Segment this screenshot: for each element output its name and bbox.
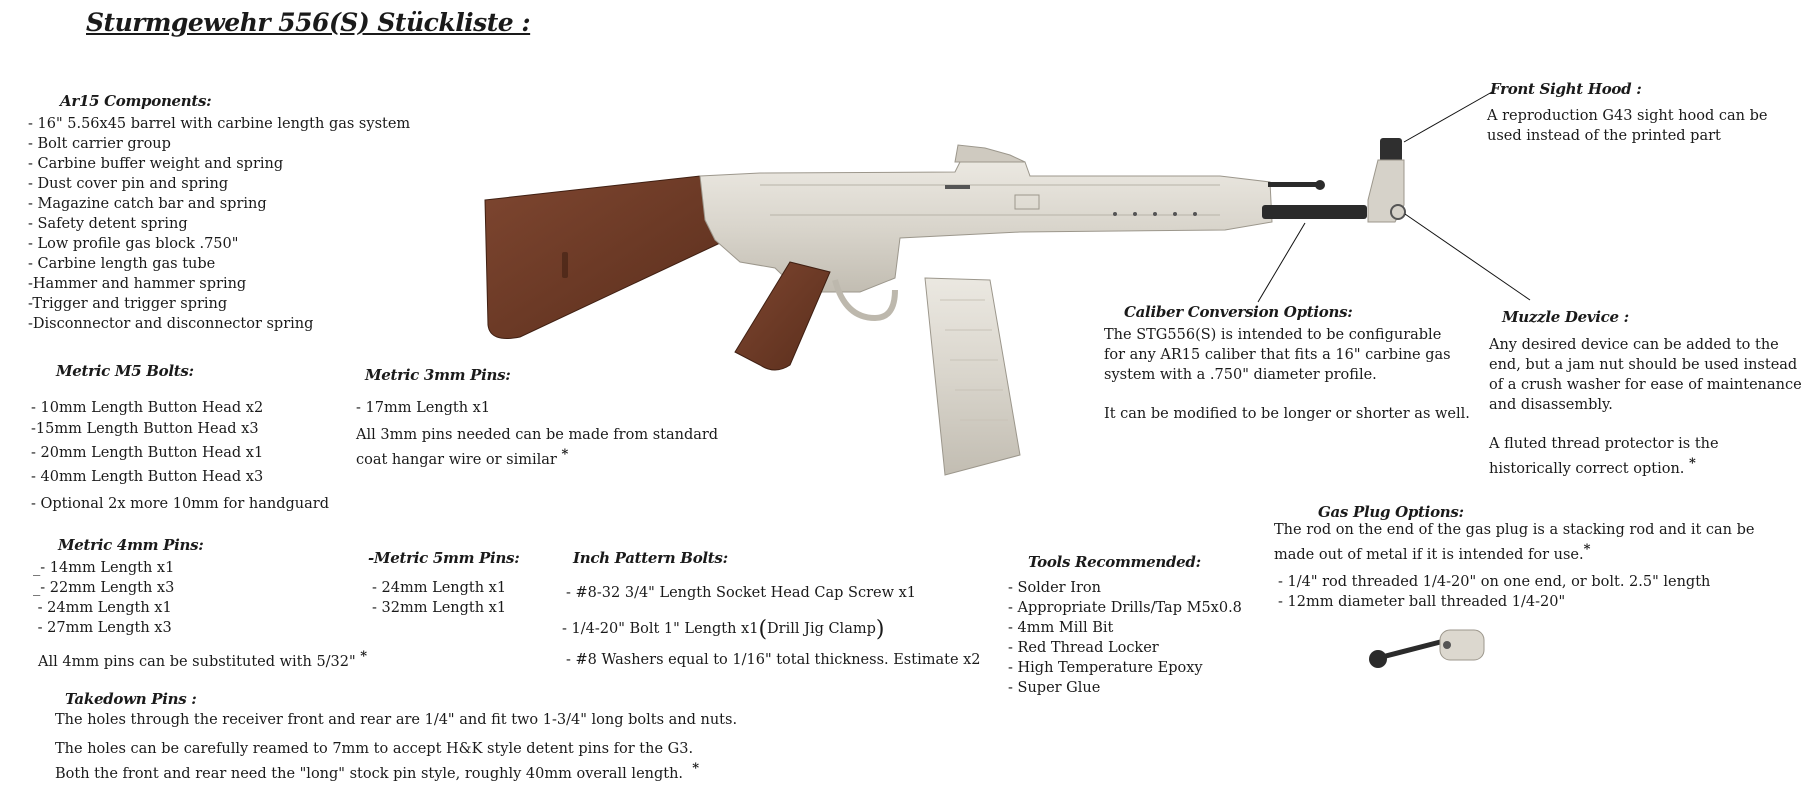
gas-tube-rod — [1268, 182, 1318, 187]
list-item: - 4mm Mill Bit — [1008, 620, 1114, 636]
m3-note-line: All 3mm pins needed can be made from standard — [356, 427, 719, 443]
caliber-line: It can be modified to be longer or shorter as well. — [1104, 406, 1470, 422]
list-item: _- 14mm Length x1 — [33, 560, 175, 576]
gas-plug-line: The rod on the end of the gas plug is a stacking rod and it can be — [1274, 522, 1755, 538]
tools-heading: Tools Recommended: — [1028, 553, 1201, 571]
m4-pins-heading: Metric 4mm Pins: — [58, 536, 204, 554]
caliber-line: for any AR15 caliber that fits a 16" carbine gas — [1104, 347, 1451, 363]
front-sight-line: A reproduction G43 sight hood can be — [1487, 108, 1768, 124]
list-item: - 24mm Length x1 — [33, 600, 172, 616]
front-sight-hood — [1380, 138, 1402, 162]
list-item: - Magazine catch bar and spring — [28, 196, 267, 212]
barrel — [1262, 205, 1367, 219]
muzzle-line: of a crush washer for ease of maintenance — [1489, 377, 1802, 393]
takedown-line: The holes through the receiver front and rear are 1/4" and fit two 1-3/4" long bolts and nuts. — [55, 712, 738, 728]
list-item: - Safety detent spring — [28, 216, 188, 232]
front-sight-heading: Front Sight Hood : — [1490, 80, 1642, 98]
list-item: - 10mm Length Button Head x2 — [31, 400, 264, 416]
clamp-note: Drill Jig Clamp — [767, 621, 876, 637]
list-item: - Optional 2x more 10mm for handguard — [31, 496, 329, 512]
list-item: - Carbine length gas tube — [28, 256, 216, 272]
list-item: -15mm Length Button Head x3 — [31, 421, 259, 437]
list-item: - Dust cover pin and spring — [28, 176, 229, 192]
m5-bolts-heading: Metric M5 Bolts: — [56, 362, 194, 380]
list-item: - #8 Washers equal to 1/16" total thickness. Estimate x2 — [566, 652, 981, 668]
muzzle-heading: Muzzle Device : — [1502, 308, 1629, 326]
list-item: -Trigger and trigger spring — [28, 296, 228, 312]
m4-note: All 4mm pins can be substituted with 5/32" * — [38, 649, 368, 670]
asterisk: * — [1689, 456, 1696, 471]
muzzle-line: Any desired device can be added to the — [1489, 337, 1779, 353]
caliber-line: The STG556(S) is intended to be configurable — [1104, 327, 1442, 343]
caliber-line: system with a .750" diameter profile. — [1104, 367, 1377, 383]
leader-line — [1405, 214, 1530, 300]
asterisk: * — [1583, 542, 1591, 557]
list-item: - 16" 5.56x45 barrel with carbine length gas system — [28, 116, 411, 132]
muzzle-line: A fluted thread protector is the — [1489, 436, 1719, 452]
list-item: -Disconnector and disconnector spring — [28, 316, 314, 332]
list-item: -Hammer and hammer spring — [28, 276, 247, 292]
list-item: - 24mm Length x1 — [372, 580, 507, 596]
list-item: - 20mm Length Button Head x1 — [31, 445, 264, 461]
takedown-heading: Takedown Pins : — [65, 690, 197, 708]
inch-bolts-heading: Inch Pattern Bolts: — [573, 549, 728, 567]
rifle-stock — [485, 176, 735, 339]
list-item: - 27mm Length x3 — [33, 620, 172, 636]
asterisk: * — [561, 447, 569, 462]
m3-note-line: coat hangar wire or similar * — [356, 447, 569, 468]
list-item: - 1/4" rod threaded 1/4-20" on one end, or bolt. 2.5" length — [1278, 574, 1711, 590]
list-item: - 12mm diameter ball threaded 1/4-20" — [1278, 594, 1566, 610]
magazine — [925, 278, 1020, 475]
list-item: - 17mm Length x1 — [356, 400, 491, 416]
muzzle-line: historically correct option. * — [1489, 456, 1696, 477]
front-sight-line: used instead of the printed part — [1487, 128, 1721, 144]
list-item: - 1/4-20" Bolt 1" Length x1(Drill Jig Clamp) — [562, 617, 885, 642]
takedown-line: The holes can be carefully reamed to 7mm to accept H&K style detent pins for the G3. — [55, 741, 694, 757]
ar15-heading: Ar15 Components: — [60, 92, 212, 110]
muzzle-line: end, but a jam nut should be used instead — [1489, 357, 1798, 373]
pistol-grip — [735, 262, 830, 370]
list-item: - Bolt carrier group — [28, 136, 171, 152]
takedown-line: Both the front and rear need the "long" stock pin style, roughly 40mm overall length. * — [55, 761, 700, 782]
list-item: - Carbine buffer weight and spring — [28, 156, 284, 172]
list-item: - Appropriate Drills/Tap M5x0.8 — [1008, 600, 1242, 616]
m3-pins-heading: Metric 3mm Pins: — [365, 366, 511, 384]
list-item: - 32mm Length x1 — [372, 600, 507, 616]
caliber-heading: Caliber Conversion Options: — [1124, 303, 1353, 321]
list-item: - Low profile gas block .750" — [28, 236, 239, 252]
leader-line — [1258, 223, 1305, 302]
list-item: - Solder Iron — [1008, 580, 1101, 596]
gas-plug-part — [1369, 630, 1484, 668]
gas-plug-heading: Gas Plug Options: — [1318, 503, 1464, 521]
gas-plug-line: made out of metal if it is intended for use.* — [1274, 542, 1591, 563]
list-item: - Super Glue — [1008, 680, 1101, 696]
list-item: _- 22mm Length x3 — [33, 580, 175, 596]
list-item: - 40mm Length Button Head x3 — [31, 469, 264, 485]
list-item: - #8-32 3/4" Length Socket Head Cap Screw x1 — [566, 585, 917, 601]
list-item: - High Temperature Epoxy — [1008, 660, 1203, 676]
m5-pins-heading: -Metric 5mm Pins: — [368, 549, 520, 567]
asterisk: * — [692, 761, 700, 776]
list-item: - Red Thread Locker — [1008, 640, 1159, 656]
leader-line — [1404, 92, 1492, 142]
asterisk: * — [360, 649, 368, 664]
muzzle-line: and disassembly. — [1489, 397, 1613, 413]
page-title: Sturmgewehr 556(S) Stückliste : — [86, 8, 531, 37]
